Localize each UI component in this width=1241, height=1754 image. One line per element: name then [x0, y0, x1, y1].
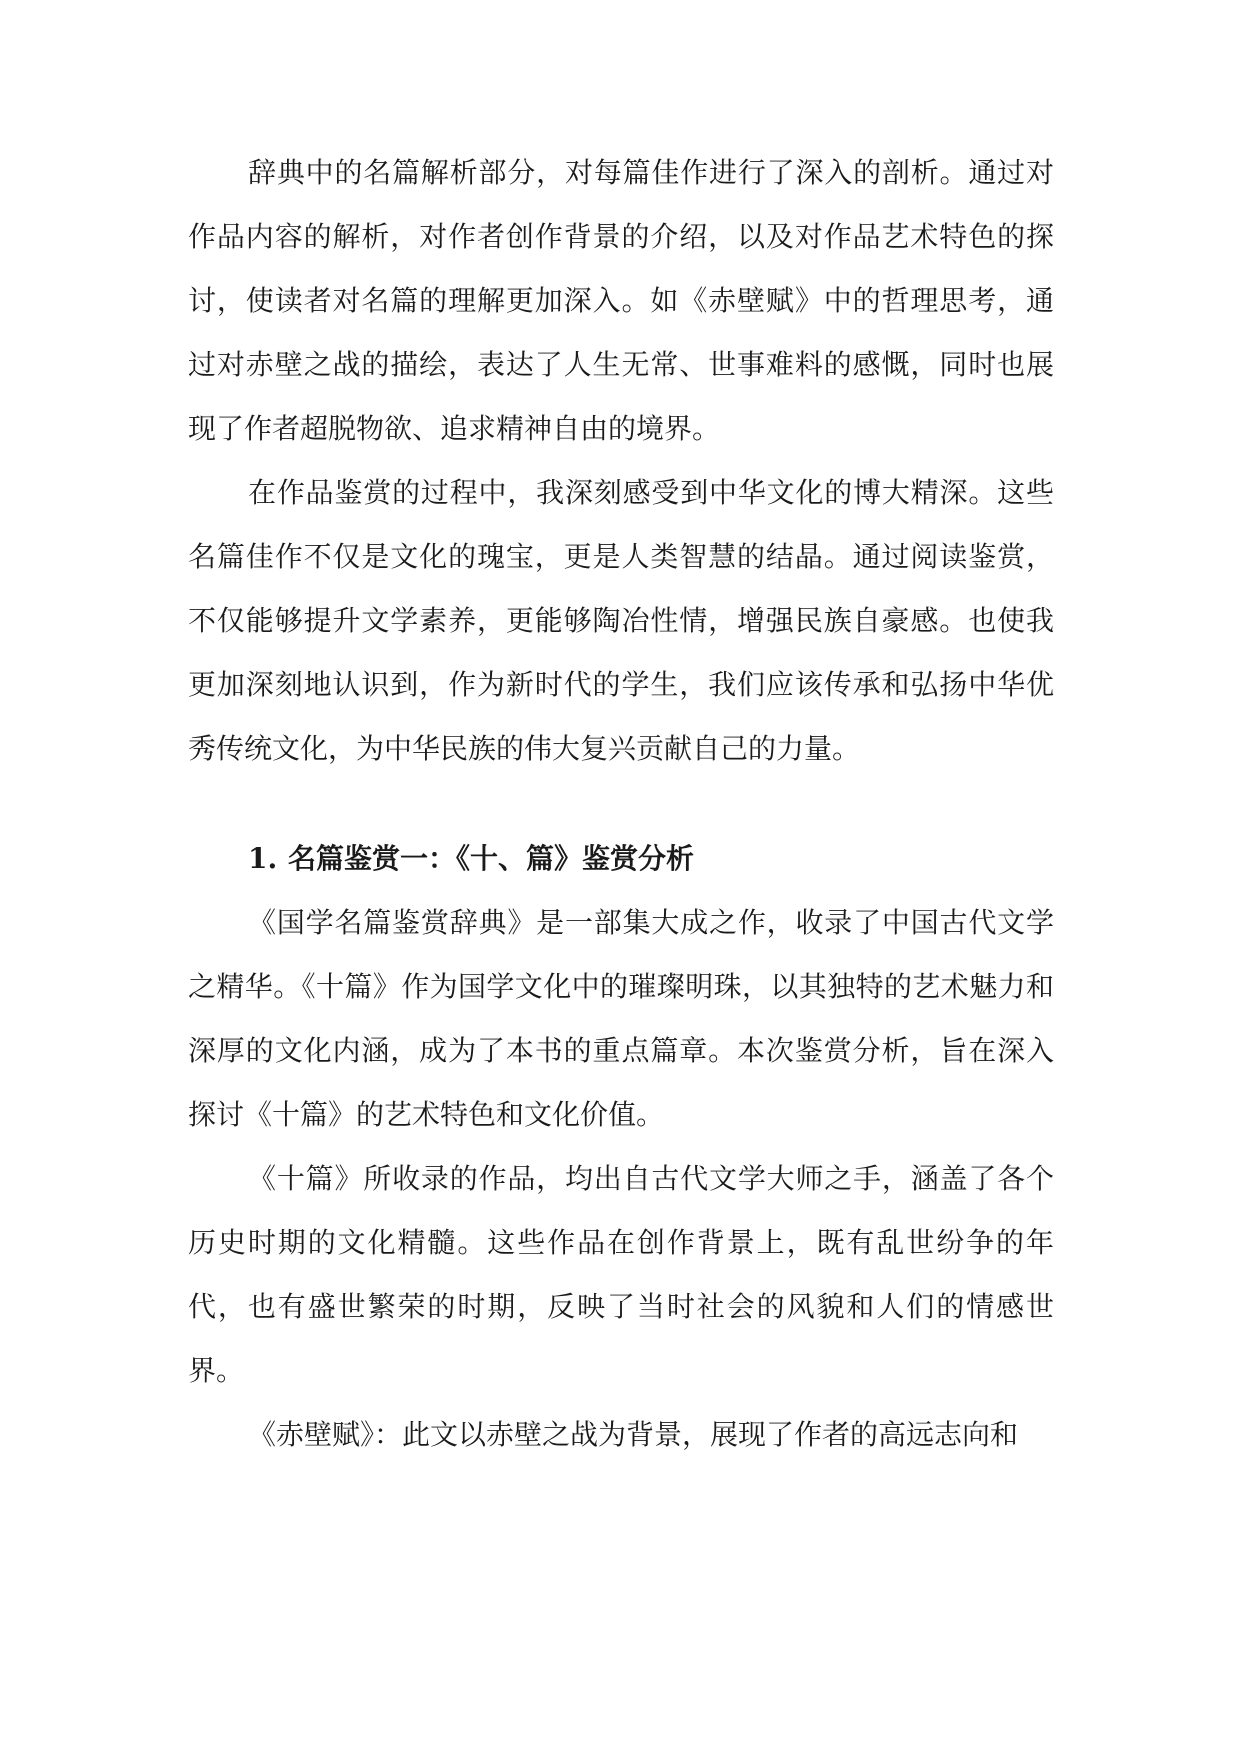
section-heading — [188, 827, 1054, 891]
paragraph-appreciation: 在作品鉴赏的过程中，我深刻感受到中华文化的博大精深。这些名篇佳作不仅是文化的瑰宝，更是人类智慧的结晶。通过阅读鉴赏，不仅能够提升文学素养，更能够陶冶性情，增强民族自豪感。也使我更加深刻地认识到，作为新时代的学生，我们应该传承和弘扬中华优秀传统文化，为中华民族的伟大复兴贡献自己的力量。 — [188, 476, 1054, 765]
paragraph-analysis: 辞典中的名篇解析部分，对每篇佳作进行了深入的剖析。通过对作品内容的解析，对作者创作背景的介绍，以及对作品艺术特色的探讨，使读者对名篇的理解更加深入。如《赤壁赋》中的哲理思考，通过对赤壁之战的描绘，表达了人生无常、世事难料的感慨，同时也展现了作者超脱物欲、追求精神自由的境界。 — [188, 156, 1054, 445]
paragraph-background: 《十篇》所收录的作品，均出自古代文学大师之手，涵盖了各个历史时期的文化精髓。这些作品在创作背景上，既有乱世纷争的年代，也有盛世繁荣的时期，反映了当时社会的风貌和人们的情感世界。 — [188, 1162, 1054, 1387]
section-title: 名篇鉴赏一：《十、篇》鉴赏分析 — [288, 842, 695, 875]
document-body — [188, 141, 1054, 1467]
paragraph-chibi: 《赤壁赋》：此文以赤壁之战为背景，展现了作者的高远志向和 — [248, 1418, 1019, 1451]
section-number: 1. — [248, 842, 278, 875]
paragraph-intro: 《国学名篇鉴赏辞典》是一部集大成之作，收录了中国古代文学之精华。《十篇》作为国学文化中的璀璨明珠，以其独特的艺术魅力和深厚的文化内涵，成为了本书的重点篇章。本次鉴赏分析，旨在深入探讨《十篇》的艺术特色和文化价值。 — [188, 906, 1054, 1131]
